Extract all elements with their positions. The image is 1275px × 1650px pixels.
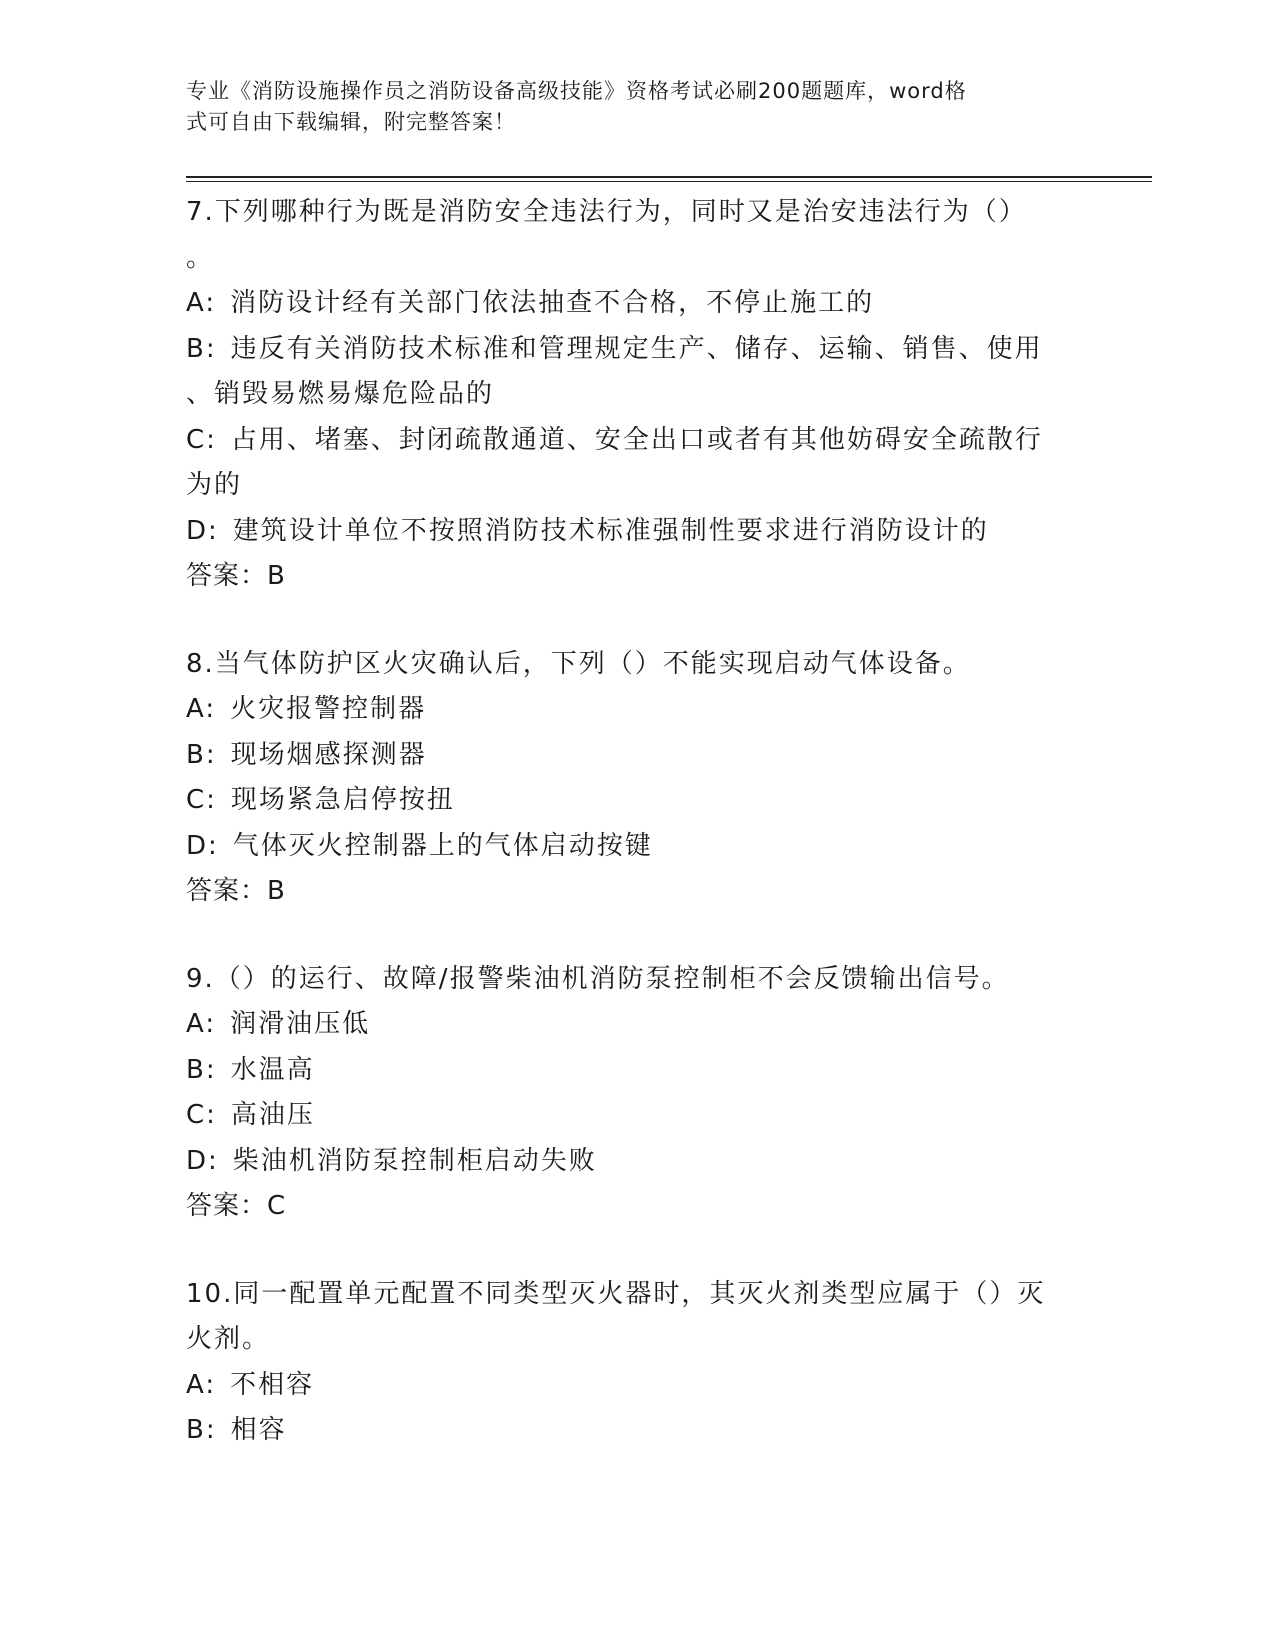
option-text: 相容 bbox=[230, 1415, 287, 1445]
question-stem-continued: 火剂。 bbox=[186, 1324, 271, 1354]
option-letter: C: bbox=[186, 1100, 217, 1130]
question-stem: 8.当气体防护区火灾确认后，下列（）不能实现启动气体设备。 bbox=[186, 648, 971, 679]
question-stem: 9.（）的运行、故障/报警柴油机消防泵控制柜不会反馈输出信号。 bbox=[186, 963, 1010, 994]
option-letter: D: bbox=[186, 830, 219, 861]
option-text: 消防设计经有关部门依法抽查不合格，不停止施工的 bbox=[230, 288, 875, 318]
document-header bbox=[186, 76, 1066, 138]
question-stem: 10.同一配置单元配置不同类型灭火器时，其灭火剂类型应属于（）灭 bbox=[186, 1278, 1046, 1309]
option-a bbox=[186, 687, 1086, 733]
option-c-continued: 为的 bbox=[186, 470, 243, 500]
option-letter: C: bbox=[186, 785, 217, 815]
option-c bbox=[186, 778, 1086, 824]
option-b-continued: 、销毁易燃易爆危险品的 bbox=[186, 379, 495, 409]
option-text: 不相容 bbox=[230, 1369, 315, 1400]
question-item bbox=[186, 190, 1086, 600]
option-b bbox=[186, 733, 1086, 779]
option-text: 柴油机消防泵控制柜启动失败 bbox=[232, 1145, 597, 1176]
option-b bbox=[186, 327, 1086, 373]
option-letter: C: bbox=[186, 424, 217, 455]
option-text: 润滑油压低 bbox=[230, 1009, 371, 1039]
option-letter: A: bbox=[186, 1369, 217, 1400]
option-text: 违反有关消防技术标准和管理规定生产、储存、运输、销售、使用 bbox=[230, 333, 1043, 364]
option-letter: B: bbox=[186, 333, 217, 364]
answer-line: 答案：B bbox=[186, 876, 286, 906]
option-letter: D: bbox=[186, 515, 219, 546]
question-list bbox=[186, 190, 1086, 1496]
option-letter: B: bbox=[186, 1054, 217, 1085]
question-stem: 7.下列哪种行为既是消防安全违法行为，同时又是治安违法行为（） bbox=[186, 197, 1027, 227]
option-letter: D: bbox=[186, 1145, 219, 1176]
option-letter: A: bbox=[186, 694, 217, 724]
option-d bbox=[186, 1139, 1086, 1185]
answer-line: 答案：C bbox=[186, 1191, 287, 1221]
option-text: 现场烟感探测器 bbox=[230, 739, 427, 770]
option-text: 建筑设计单位不按照消防技术标准强制性要求进行消防设计的 bbox=[232, 515, 989, 546]
header-divider-thick bbox=[186, 176, 1152, 178]
option-text: 现场紧急启停按扭 bbox=[230, 785, 455, 815]
option-letter: A: bbox=[186, 1009, 217, 1039]
option-letter: B: bbox=[186, 1415, 217, 1445]
option-c bbox=[186, 1093, 1086, 1139]
option-a bbox=[186, 281, 1086, 327]
answer-line: 答案：B bbox=[186, 561, 286, 591]
option-letter: B: bbox=[186, 739, 217, 770]
question-item bbox=[186, 642, 1086, 915]
header-line: 专业《消防设施操作员之消防设备高级技能》资格考试必刷200题题库，word格 bbox=[186, 79, 967, 103]
option-d bbox=[186, 824, 1086, 870]
question-stem-continued: 。 bbox=[186, 242, 215, 273]
question-item bbox=[186, 957, 1086, 1230]
header-line: 式可自由下载编辑，附完整答案！ bbox=[186, 110, 516, 134]
option-text: 占用、堵塞、封闭疏散通道、安全出口或者有其他妨碍安全疏散行 bbox=[230, 424, 1043, 455]
option-b bbox=[186, 1048, 1086, 1094]
question-item bbox=[186, 1272, 1086, 1454]
option-a bbox=[186, 1363, 1086, 1409]
option-text: 水温高 bbox=[230, 1054, 315, 1085]
option-text: 火灾报警控制器 bbox=[230, 694, 427, 724]
header-divider-thin bbox=[186, 181, 1152, 182]
option-text: 高油压 bbox=[230, 1100, 315, 1130]
option-a bbox=[186, 1002, 1086, 1048]
option-c bbox=[186, 418, 1086, 464]
option-b bbox=[186, 1408, 1086, 1454]
option-letter: A: bbox=[186, 288, 217, 318]
option-d bbox=[186, 509, 1086, 555]
option-text: 气体灭火控制器上的气体启动按键 bbox=[232, 830, 653, 861]
